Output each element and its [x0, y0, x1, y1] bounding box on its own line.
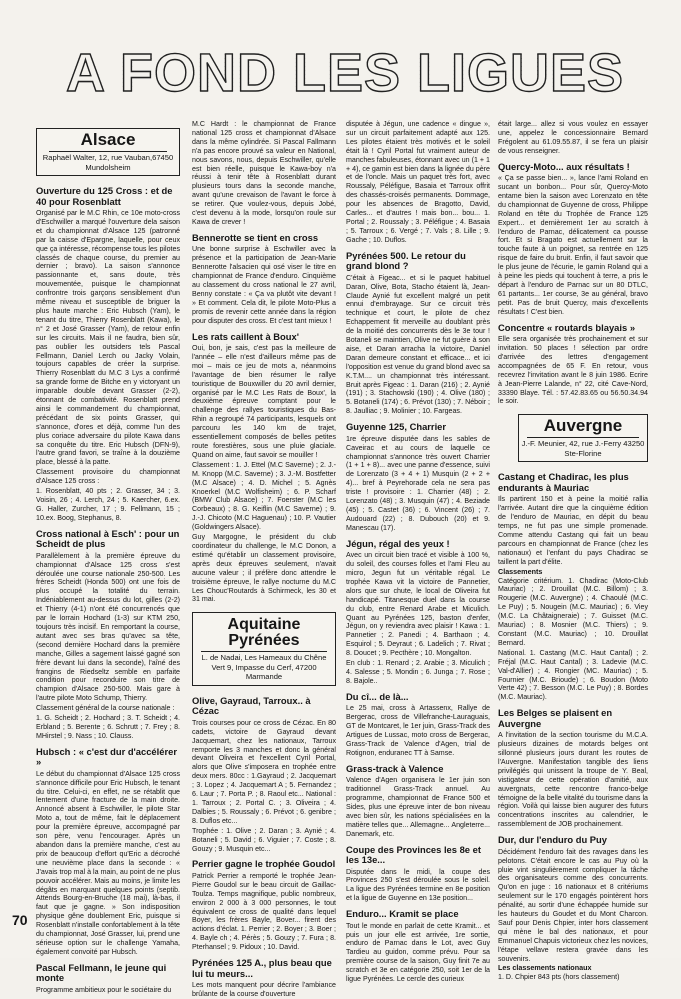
region-address: Raphaël Walter, 12, rue Vauban,67450 Mundolsheim	[42, 153, 174, 172]
article-paragraph: Tout le monde en parlait de cette Kramit... et puis un jour elle est arrivée, 1re sortie, enduro de Parnac dans le Lot, avec Guy Tardieu au guidon, comme prévu. Pour sa première course de la saison, Guy finit 7e au scratch et 3e en catégorie 250, soit 1er de la ligue Pyrénées. Le cercle des curieux	[346, 921, 490, 984]
column-2	[192, 120, 336, 998]
article-paragraph: Décidément l'enduro fait des ravages dans les pelotons. C'était encore le cas au Puy où la pluie vint singulièrement compliquer la tâche des organisateurs comme des concurrents. Qu'on en juge : 16 nationaux et 8 critériums seulement sur le 170 engagés pointèrent hors pénalité, au sortir d'une échappée humide sur les hauteurs du Goudet et du Mont Charcon. Sauf pour Denis Chpier, inter hors classement qui mène le bal des nationaux, et pour Emmanuel Chapuis victorieux chez les novices, l'étape vellave restera gravée dans les souvenirs.	[498, 847, 648, 963]
region-box-alsace	[36, 128, 180, 176]
article-heading: Pyrénées 500. Le retour du grand blond ?	[346, 249, 466, 272]
region-title: Auvergne	[527, 415, 639, 438]
article	[346, 845, 490, 904]
article	[192, 696, 336, 854]
region-box-aquitaine	[192, 612, 336, 686]
column-1	[36, 120, 180, 994]
article-paragraph: Les mots manquent pour décrire l'ambiance brûlante de la course d'ouverture	[192, 981, 336, 998]
article	[498, 162, 648, 317]
article-paragraph: Le début du championnat d'Alsace 125 cross s'annonce difficile pour Eric Hubsch, le tenant du titre. Celui-ci, en effet, ne se rétablit que lentement d'une fracture de la main droite. Annoncé absent à Eschwiller, le pilote Star Moto a, tout de même, fait le déplacement pour la première épreuve, accompagné par son père, venu l'encourager. Après un abandon dans la première manche, c'est au prix de beaucoup d'effort qu'Eric a décroché une neuvième place dans la seconde : « J'avais trop mal à la main, au point de ne plus pouvoir accélérer. Mais au moins, je limite les dégâts en marquant quelques points (septib. Attends Bourg-en-Bruche (18 mai), là-bas, il faut que je gagne. » Son indisposition physique gêne doublement Eric, puisque si Rosenblatt n'installe confortablement à la tête du championnat, José Grasser, lui, prend une sérieuse option sur le challenge Yamaha, également convoité par Hubsch.	[36, 769, 180, 956]
article-paragraph: National. 1. Castang (M.C. Haut Cantal) ; 2. Fréjal (M.C. Haut Cantal) ; 3. Ladevie (M.C. Val-d'Allier) ; 4. Rongier (MC. Mauriac) ; 5. Fournier (M.C. Brioude) ; 6. Boudon (Moto Verte 42) ; 7. Besson (M.C. Le Puy) ; 8. Bordes (M.C. Mauriac).	[498, 648, 648, 702]
article-paragraph: Catégorie critérium. 1. Chadirac (Moto-Club Mauriac) ; 2. Drouillat (M.C. Billom) ; 3. Rougerie (M.C. Auvergne) ; 4. Chaoulé (M.C. Le Puy) ; 5. Nougein (M.C. Mauriac) ; 6. Viey (M.C. La Châtaigneraie) ; 7. Guisset (M.C. Mauriac) ; 8. Mosnier (M.C. Thiers) ; 9. Constant (M.C. Mauriac) ; 10. Drouillat Bernard.	[498, 576, 648, 647]
article	[346, 251, 490, 417]
article-heading: Concentre « routards blayais »	[498, 321, 636, 333]
article-heading: Castang et Chadirac, les plus endurants à Mauriac	[498, 471, 629, 493]
article-paragraph: M.C Hardt : le championnat de France national 125 cross et championnat d'Alsace dans la même cylindrée. Si Pascal Fallmann n'a pas encore prouvé sa valeur en National, nous savons, nous, depuis Eschwiller, qu'elle est bien réelle, puisque le Kawa-boy n'a réussi à tenir tête à Rosenblatt durant plusieurs tours dans la seconde manche, avant qu'une crevaison de l'avant le force à se retirer. Que voulez-vous, depuis Jobé, c'est devenu à la mode, lorsqu'on roule sur Kawa de crever !	[192, 120, 336, 226]
article	[346, 764, 490, 839]
article	[36, 529, 180, 741]
region-title	[201, 613, 327, 652]
article-paragraph: Une bonne surprise à Eschwiller avec la présence et la participation de Jean-Marie Bennerotte l'alsacien qui osé viser le titre en championnat de France d'enduro. Cinquième au classement du cross national le 27 avril, Benny constate : « Ça va plutôt vite devant ! » Et comment. Cela dit, le pilote Moto-Plus a promis de revenir cette année dans la région pour disputer des cross. Et c'est tant mieux !	[192, 245, 336, 325]
article-heading: Jégun, régal des yeux !	[346, 537, 450, 549]
article-heading: Quercy-Moto... aux résultats !	[498, 160, 630, 172]
article-heading: Les Belges se plaisent en Auvergne	[498, 707, 613, 729]
article	[346, 692, 490, 758]
article	[36, 963, 180, 995]
article-paragraph: 1re épreuve disputée dans les sables de Caveirac et au cours de laquelle ce championnat s'annonce très ouvert Charrier (1 + 1 + 8)... avec une panne d'essence, suivi de Lorenzato (3 + 4 + 1) Musquin (2 + 2 + 4)... bref à Peyrehorade cela ne sera pas triste ! provisoire : 1. Charrier (48) ; 2. Lorenzato (48) ; 3. Musquin (47) ; 4. Beziade (45) ; 5. Castet (36) ; 6. Vincent (26) ; 7. Audouard (22) ; 8. Dubouch (20) et 9. Manescau (17).	[346, 434, 490, 532]
article	[346, 909, 490, 984]
article-paragraph: Patrick Perrier a remporté le trophée Jean-Pierre Goudol sur le beau circuit de Gaillac-Toulza. Temps magnifique, public nombreux, environ 2 000 à 3 000 personnes, le tout équivalent ce cross de qualité dans lequel Boyer, les frères Bayle, Bover... firent des actions d'éclat. 1. Perrier ; 2. Boyer ; 3. Boer ; 4. Bayle ch ; 4. Pérès ; 5. Gouzy ; 7. Fura ; 8. Pterhansel ; 9. Pidoux ; 10. David.	[192, 871, 336, 952]
article-paragraph: Oui, bon, je sais, c'est pas la meilleure de l'année – elle n'est d'ailleurs même pas de moi – mais ce jeu de mots a, néanmoins l'avantage de bien résumer le rallye touristique de Bouxwiller du 20 avril dernier, organisé par le M.C Les Rats de Boux', la deuxième épreuve comptant pour le challenge des rallyes touristiques du Bas-Rhin a regroupé 74 participants, lesquels ont parcouru les 140 km de trajet, essentiellement composés de belles petites route forestières, sous une pluie glaciale. Quand on aime, faut savoir se mouiller !	[192, 344, 336, 459]
article	[192, 233, 336, 326]
article-paragraph: Trois courses pour ce cross de Cézac. En 80 cadets, victoire de Gayraud devant Jacquemart, chez les nationaux, Tarroux remporte les 3 manches et donc la général devant Oliveira et l'excellent Cyril Portal, alors que Olive s'imposera en trophée entre deux mers. 80cc : 1.Gayraud ; 2. Jacquemart ; 3. Lopez ; 4. Jacquemart A ; 5. Fernandez ; 6. Laur ; 7. Porta P. ; 8. Raoul etc... National : 1. Tarroux ; 2. Portal C. ; 3. Oliveira ; 4. Dalbies ; 5. Roussaly ; 6. Prévot ; 6. genibre ; 8. Duflos etc...	[192, 718, 336, 825]
article	[498, 323, 648, 407]
region-title-line: Pyrénées	[228, 632, 300, 650]
article-paragraph: Ils partirent 150 et à peine la moitié rallia l'arrivée. Autant dire que la cinquième édition de l'enduro de Mauriac, en dépit du beau temps, ne fut pas une simple promenade. Comme attendu Castang qui fait un beau parcours en championnat de France (chez les nationaux) et l'enfant du pays Chadirac se taillent la part d'élite.	[498, 495, 648, 566]
article-paragraph: « Ça se passe bien... », lance l'ami Roland en sucant un bonbon... Pour sûr, Quercy-Moto entame bien la saison avec Lorenzato en tête du championnat de Guyenne de cross, Philippe Roland en tête du Trophée de France 125 Expert... et dernièrement 1er au scratch à l'enduro de Parnac, délicatement ca pousse fort. Et si Bragato est actuellement sur la touche faute à un poignet, sa rentrée en 125 risque de faire du bruit. Enfin, il faut savoir que le plus jeune de l'écurie, le gamin Roland qui a à peine les pieds qui touchent à terre, a pris le départ à l'enduro de Parnac sur un 80 DTLC, 61 partants... 1er course, 3e au général, bravo petit. Pas de bruit Quercy, mais d'excellents résultats ! C'est bien.	[498, 174, 648, 316]
article	[498, 835, 648, 982]
article-paragraph: était large... allez si vous voulez en essayer une, appelez le concessionnaire Bernard Frégolent au 61.09.55.87, il se fera un plaisir de vous renseigner.	[498, 120, 648, 155]
subheading: Les classements nationaux	[498, 963, 592, 973]
article-paragraph: Parallèlement à la première épreuve du championnat d'Alsace 125 cross s'est déroulée une course nationale 250-500. Les frères Scheidt (Honda 500) ont une fois de plus occupé la totalité du terrain. Indéniablement au-dessus du lot, gilles (2-2) et Thierry (4-1) n'ont été concurrencés que par le lorrain Hochard (1-3) sur KTM 250, toujours très incisif. En remportant la course, autant avec ses bras qu'avec sa tête, (second dernière Hochard dans la première manche, Gilles a sagement laissé gagné son frère devant lui dans la seconde), l'aîné des frangins de Riedseltz semble en parfaite condition pour reconduire son titre de champion d'Alsace 250-500. Mais gare à l'autre pilote Moto Schump, Thierry.	[36, 551, 180, 703]
article	[346, 539, 490, 686]
article-paragraph: Elle sera organisée très prochainement et sur invitation. 50 places ! sélection par ordre d'arrivée des lettres d'engagement accompagnées de 65 F. En retour, vous recevrez l'invitation avant le 8 juin 1986. Ecrire à Jean-Pierre Lalande, n° 22, cité Cave-Nord, 33390 Blaye. Tél. : 57.42.83.65 ou 56.50.34.94 le soir.	[498, 335, 648, 406]
page-number: 70	[12, 912, 28, 928]
article-heading: Pascal Fellmann, le jeune qui monte	[36, 961, 167, 984]
article-paragraph: Valence d'Agen organisera le 1er juin son traditionnel Grass-Track annuel. Au programme, championnat de France 500 et Sides, plus une épreuve inter de bon niveau avec bien sûr, les nations spécialisées en la matière telles que... Allemagne... Angleterre... Danemark, etc.	[346, 776, 490, 838]
article	[192, 332, 336, 605]
article-heading: Perrier gagne le trophée Goudol	[192, 858, 336, 870]
article-heading: Guyenne 125, Charrier	[346, 421, 447, 433]
article	[192, 859, 336, 952]
article-heading: Bennerotte se tient en cross	[192, 231, 319, 243]
article-paragraph: disputée à Jégun, une cadence « dingue », sur un circuit parfaitement adapté aux 125. Les pilotes étaient très motivés et le soleil était là ! Cyril Portal fut vraiment auteur de manches fabuleuses, étonnant avec un (1 + 1 + 4), ce gamin est bien dans la lignée du père et de l'oncle. Mais un paquet très fort, avec Roussaly, Péléfigue, Basaia et Tarroux offrit des chassés-croisés permanents. Dommage, pour les absences de Bragotto, David, Carles... et d'autres ! mais bon... bou... 1. Portal ; 2. Roussaly ; 3. Péléfigue ; 4. Basaia ; 5. Tarroux ; 6. Vergé ; 7. Vals ; 8. Lille ; 9. Gache ; 10. Duflos.	[346, 120, 490, 244]
article-paragraph: En club : 1. Renard ; 2. Arabie ; 3. Miculich ; 4. Salesse ; 5. Mondin ; 6. Junga ; 7. Rose ; 8. Bajole..	[346, 659, 490, 685]
region-title-line: Aquitaine	[227, 616, 301, 634]
article-heading: Cross national à Esch' : pour un Scheidt de plus	[36, 527, 180, 550]
article	[498, 708, 648, 829]
article-paragraph: Disputée dans le midi, la coupe des Provinces 250 s'est déroulée sous le soleil. La ligue des Pyrénées termine en 8e position et la ligue de Guyenne en 13e position...	[346, 867, 490, 903]
article-paragraph: Le 25 mai, cross à Artassenx, Rallye de Bergerac, cross de Villefranche-Lauraguais, GT de Montcaret, le 1er juin, Grass-Track des Artigues de Lussac, moto cross de Bergerac, Grass-Track de Valence d'Agen, trial de Rotignon, enduranec TT à Samse.	[346, 704, 490, 757]
article-heading: Olive, Gayraud, Tarroux.. à Cézac	[192, 694, 311, 717]
article-paragraph: Organisé par le M.C Rhin, ce 10e moto-cross d'Eschwiller a marqué l'ouverture dela saison et du championnat d'Alsace 125 (patronné par la caisse d'Epargne, laquelle, pour ceux que ça intéresse, récompense tous les pilotes classés de chaque course, du premier au dernier ; bravo). La saison s'annonce passionnante et, sans doute, très mouvementée, puisque le championnat confrontre trois garçons sensiblement d'un même niveau et susceptible de briguer la plus haute marche : Eric Hubsch (Yam), le tenant du titre, Thierry Rosenblatt (Kawa), le n° 2 et José Grasser (Yam), de retour enfin sur les circuits. Mais il ne faudra, bien sûr, pas oublier les outsiders tels Pascal Fellmann, Daniel Lerch ou Jacky Volain, toujours capables de créer la surprise. Thierry Rosenblatt du M.C 3 Lys a confirmé sa grande forme de Bitche en y victoryant un imparable double devant Grasser (2-2), étonnant de combativité. Rosenblatt prend ainsi le commandement du championnat, précédant de six points Grasser, qui s'annonce, d'ores et déjà, comme l'un des plus coriace adversaire du pilote Kawa dans sa conquête du titre. Eric Hubsch (DFN-9), l'autre grand favori, se traîne à la douzième place, blessé à la patte.	[36, 209, 180, 467]
article-paragraph: Guy Margogne, le président du club coordinateur du challenge, le M.C Donon, a estimé qu'établir un classement provisoire, après deux épreuves seulement, n'avait aucune valeur ; il préfère donc attendre le troisième épreuve, le rallye nocturne du M.C Les Chouc'Routards à Schirmeck, les 30 et 31 mai.	[192, 533, 336, 604]
article	[192, 958, 336, 999]
article-paragraph: 1. G. Scheidt ; 2. Hochard ; 3. T. Scheidt ; 4. Erbland ; 5. Berente ; 6. Schrutt ; 7. Frey ; 8. MHirstel ; 9. Nass ; 10. Clauss.	[36, 714, 180, 740]
page-header-title: A FOND LES LIGUES	[40, 36, 650, 110]
article-paragraph: Programme ambitieux pour le sociétaire du	[36, 985, 172, 994]
column-3	[346, 120, 490, 984]
article	[346, 422, 490, 532]
article	[498, 472, 648, 702]
article-heading: Dur, dur l'enduro du Puy	[498, 834, 608, 846]
article-paragraph: Classement général de la course nationale :	[36, 704, 175, 713]
article-heading: Ouverture du 125 Cross : et de 40 pour Rosenblatt	[36, 185, 173, 207]
article-paragraph: Trophée : 1. Olive ; 2. Daran ; 3. Aynié ; 4. Botaneli ; 5. David ; 6. Viguier ; 7. Coste ; 8. Gouzy ; 9. Musquin etc...	[192, 826, 336, 853]
article-heading: Enduro... Kramit se place	[346, 908, 459, 920]
article-paragraph: 1. D. Chpier 843 pts (hors classement)	[498, 973, 620, 982]
article-heading: Du cî... de là...	[346, 690, 409, 702]
region-address: L. de Nadai, Les Hameaux du Chêne Vert 9, Impasse du Cerf, 47200 Marmande	[201, 653, 327, 682]
article-heading: Hubsch : « c'est dur d'accélérer »	[36, 745, 177, 768]
article-paragraph: Classement : 1. J. Ettel (M.C Saverne) ; 2. J.-M. Knopp (M.C. Saverne) ; 3. J.-M. Bostfetter (M.C Alsace) ; 4. D. Michel ; 5. Agnès Knoerkel (M.C Wolfisheim) ; 6. P. Scharf (BMW Club Alsace) ; 7. Foerster (M.C les Corbeaux) ; 8. G. Keiflin (M.C Saverne) ; 9. J.-J. Chicoto (M.C Haguenau) ; 10. P. Vautier (Goldwingers Alsace).	[192, 460, 336, 532]
column-4	[498, 120, 648, 982]
region-title: Alsace	[49, 129, 167, 152]
article	[36, 186, 180, 523]
region-box-auvergne	[518, 414, 648, 462]
article-paragraph: Avec un circuit bien tracé et visible à 100 %, du soleil, des courses folles et l'ami Fleu au micro, Jegun fut un véritable régal. Le trophée Kawa vit la victoire de Pannetier, alors que sur chute, le local de Oliveira fut handicapé. Titanesque duel dans la course du club, entre Renard Arabe et Miculich. Quant au Pyrénées 125, baston d'enfer, Jégun, on y reviendra avec plaisir ! Kawa : 1. Pannetier ; 2. Panedi ; 4. Barthaon ; 4. Esquirol ; 5. Deyraut ; 6. Ladelich ; 7. Rivat ; 8. Doucet ; 9. Pecthère ; 10. Mongalton.	[346, 551, 490, 658]
article-paragraph: Classement provisoire du championnat d'Alsace 125 cross :	[36, 468, 180, 486]
article-heading: Grass-track à Valence	[346, 762, 444, 774]
article-paragraph: 1. Rosenblatt, 40 pts ; 2. Grasser, 34 ; 3. Voisin, 26 ; 4. Lerch, 24 ; 5. Kaercher, 6.ex. G. Haller, Zurcher, 17 ; 9. Fellmann, 15 ; 10.ex. Boog, Stephanus, 8.	[36, 487, 180, 522]
article	[36, 747, 180, 957]
article-heading: Pyrénées 125 A., plus beau que lui tu meurs...	[192, 957, 332, 979]
article-paragraph: A l'invitation de la section tourisme du M.C.A. plusieurs dizaines de motards belges ont sillonné plusieurs jours durant les routes de l'Auvergne. Manifestation tangible des liens privilégiés qui unissent la troupe de Y. Beal, vistigateur de cette opération d'amitié, aux auvergnats, cette rencontre franco-belge témoigne de la belle vitalité du tourisme dans la région. Voilà qui laisse bien augurer des futurs concentrations inscrites au calendrier, le rassemblement de JOB prochainement.	[498, 731, 648, 829]
subheading: Classements	[498, 566, 543, 576]
region-address: J.-F. Meunier, 42, rue J.-Ferry 43250 Ste-Florine	[521, 439, 645, 458]
article-heading: Les rats caillent à Boux'	[192, 330, 299, 342]
article-heading: Coupe des Provinces les 8e et les 13e...	[346, 843, 481, 866]
article-paragraph: C'était à Figeac... et si le paquet habituel Daran, Olive, Bota, Stacho étaient là, Jean-Claude Aynié fut excellent malgré un petit ennui d'embrayage. Sur ce circuit très technique et court, le pilote de chez Echappement fit merveille au doublant près de la moitié des concurrents dès le 3e tour ! Botaneli se maintien, Olive ne fut guère à son aise, et Daran arracha la victoire, Daniel Daran demeure constant et efficace... et ici l'opposition est venue du grand blond avec sa K.T.M.... un championnat très intéressant. Bruit après Figeac : 1. Daran (216) ; 2. Aynié (191) ; 3. Stachowski (190) ; 4. Olive (180) ; 5. Botaneli (174) ; 6. Prévot (130) ; 7. Néboir ; 8. Jaulliac ; 9. Molinier ; 10. Fargeas.	[346, 273, 490, 416]
